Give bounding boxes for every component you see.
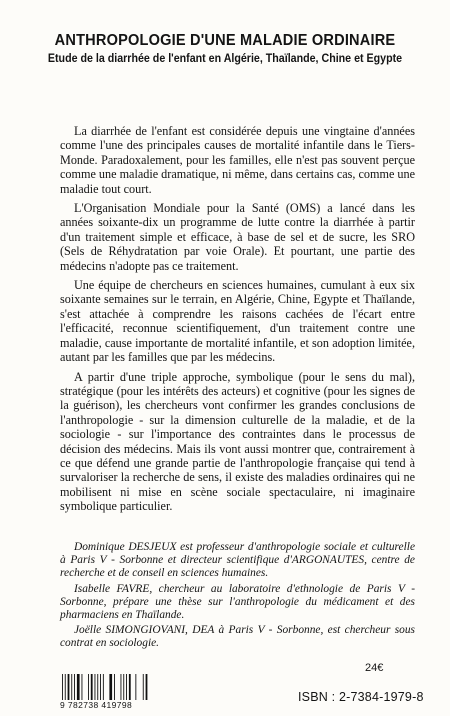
- barcode-bar: [143, 674, 144, 700]
- barcode-bar: [129, 674, 131, 700]
- barcode-bar: [71, 674, 72, 700]
- summary-paragraph: Une équipe de chercheurs en sciences humaines, cumulant à eux six soixante semaines sur le terrain, en Algérie, Chine, Egypte et Thaïlande, s'est attachée à comprendre les raisons cachées de l'écart entre l'efficacité, reconnue scientifiquement, d'un traitement contre une maladie, cause importante de mortalité infantile, et son adoption limitée, autant par les familles que par les médecins.: [60, 278, 415, 365]
- barcode-bar: [109, 674, 112, 700]
- book-subtitle: Etude de la diarrhée de l'enfant en Algérie, Thaïlande, Chine et Egypte: [47, 52, 403, 65]
- barcode: [60, 674, 150, 710]
- barcode-bar: [97, 674, 98, 700]
- price-label: 24€: [365, 662, 384, 674]
- barcode-bar: [100, 674, 101, 700]
- summary-paragraph: A partir d'une triple approche, symbolique (pour le sens du mal), stratégique (pour les intérêts des acteurs) et cognitive (pour les signes de la guérison), les chercheurs vont confirmer les grandes conclusions de l'anthropologie - sur la dimension culturelle de la maladie, et de la sociologie - sur l'importance des contraintes dans le processus de décision des médecins. Mais ils vont aussi montrer que, contrairement à ce que défend une grande partie de l'anthropologie française qui tend à survaloriser la recherche de sens, il existe des maladies ordinaires qui ne mobilisent ni mise en scène sociale spectaculaire, ni imaginaire symbolique particulier.: [60, 369, 415, 514]
- back-cover-summary: [60, 124, 415, 519]
- author-bio: Isabelle FAVRE, chercheur au laboratoire d'ethnologie de Paris V - Sorbonne, prépare une thèse sur l'anthropologie du médicament et des pharmaciens en Thaïlande.: [60, 582, 415, 622]
- barcode-bar: [135, 674, 136, 700]
- barcode-bar: [146, 674, 148, 700]
- barcode-bar: [121, 674, 122, 700]
- barcode-bar: [62, 674, 63, 700]
- barcode-bar: [88, 674, 89, 700]
- barcode-bar: [123, 674, 124, 700]
- author-bios: [60, 541, 415, 653]
- barcode-bar: [74, 674, 75, 700]
- cover-header: [0, 32, 450, 65]
- barcode-bar: [77, 674, 80, 700]
- barcode-bars: [60, 674, 150, 700]
- barcode-bar: [82, 674, 83, 700]
- barcode-bar: [65, 674, 66, 700]
- isbn-label: ISBN : 2-7384-1979-8: [298, 690, 424, 704]
- barcode-number: 9 782738 419798: [60, 700, 133, 710]
- barcode-bar: [114, 674, 115, 700]
- barcode-bar: [68, 674, 70, 700]
- barcode-bar: [95, 674, 96, 700]
- summary-paragraph: La diarrhée de l'enfant est considérée depuis une vingtaine d'années comme l'une des principales causes de mortalité infantile dans le Tiers-Monde. Paradoxalement, pour les familles, elle n'est pas souvent perçue comme une maladie dramatique, ni même, dans certains cas, comme une maladie tout court.: [60, 124, 415, 196]
- author-bio: Joëlle SIMONGIOVANI, DEA à Paris V - Sorbonne, est chercheur sous contrat en sociologie.: [60, 624, 415, 650]
- barcode-bar: [91, 674, 93, 700]
- barcode-bar: [126, 674, 127, 700]
- summary-paragraph: L'Organisation Mondiale pour la Santé (OMS) a lancé dans les années soixante-dix un programme de lutte contre la diarrhée à partir d'un traitement simple et efficace, à base de sel et de sucre, les SRO (Sels de Réhydratation par voie Orale). Et pourtant, une partie des médecins n'adopte pas ce traitement.: [60, 201, 415, 273]
- barcode-bar: [103, 674, 104, 700]
- book-title: ANTHROPOLOGIE D'UNE MALADIE ORDINAIRE: [54, 32, 396, 49]
- author-bio: Dominique DESJEUX est professeur d'anthropologie sociale et culturelle à Paris V - Sorbonne et directeur scientifique d'ARGONAUTES, centre de recherche et de conseil en sciences humaines.: [60, 541, 415, 580]
